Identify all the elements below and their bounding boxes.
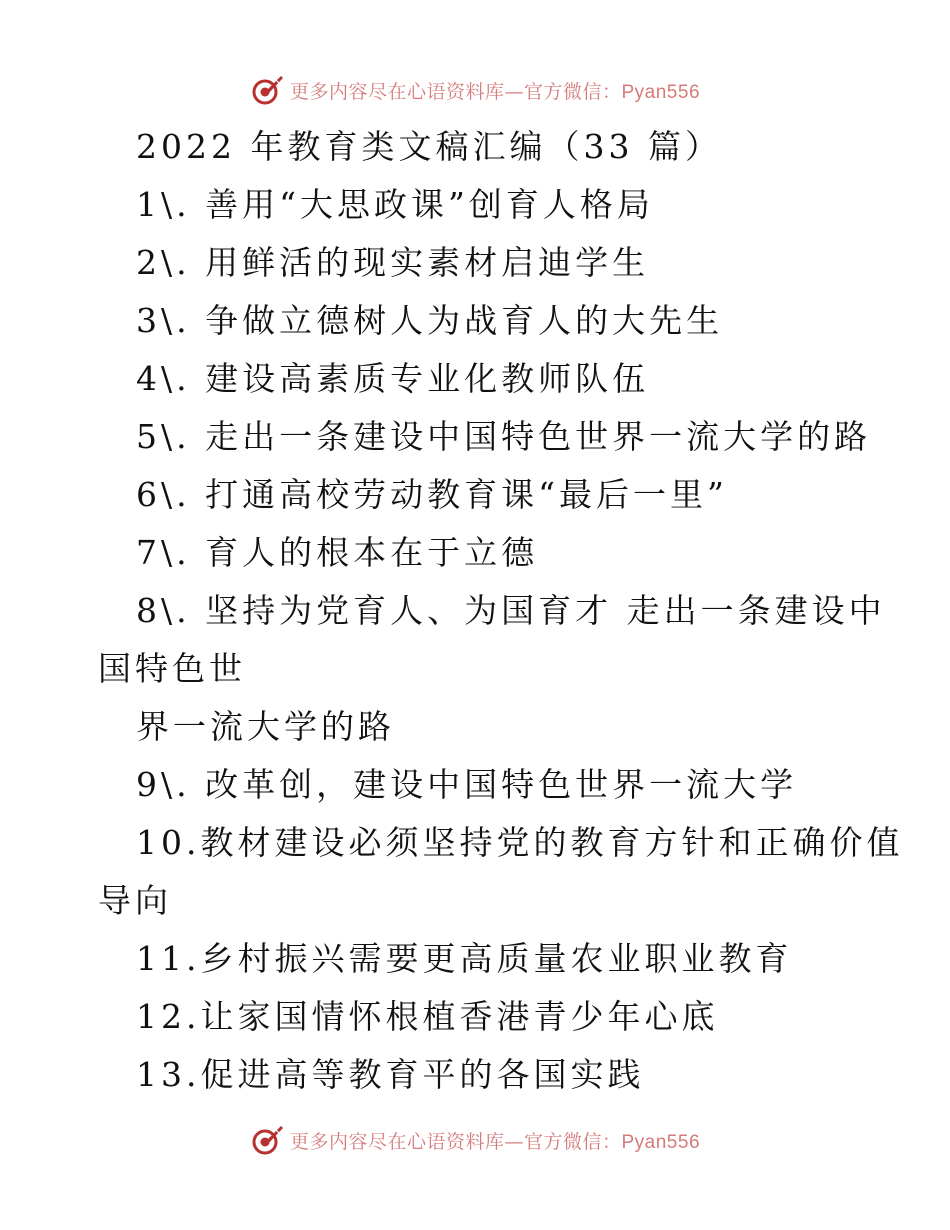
toc-line: 8\. 坚持为党育人、为国育才 走出一条建设中 bbox=[136, 591, 886, 630]
watermark-wechat-handle: Pyan556 bbox=[621, 81, 701, 103]
toc-line: 5\. 走出一条建设中国特色世界一流大学的路 bbox=[136, 417, 872, 456]
quill-logo-icon bbox=[250, 73, 284, 107]
watermark-wechat-handle: Pyan556 bbox=[621, 1131, 701, 1153]
toc-line-continuation: 界一流大学的路 bbox=[136, 707, 395, 746]
watermark-separator: — bbox=[504, 80, 524, 103]
toc-line: 6\. 打通高校劳动教育课“最后一里” bbox=[136, 475, 728, 514]
toc-line-continuation: 国特色世 bbox=[98, 649, 246, 688]
toc-line: 7\. 育人的根本在于立德 bbox=[136, 533, 539, 572]
toc-line: 12.让家国情怀根植香港青少年心底 bbox=[136, 997, 719, 1036]
toc-line-continuation: 导向 bbox=[98, 881, 172, 920]
header-watermark bbox=[0, 70, 950, 110]
toc-line: 11.乡村振兴需要更高质量农业职业教育 bbox=[136, 939, 793, 978]
toc-line: 10.教材建设必须坚持党的教育方针和正确价值 bbox=[136, 823, 904, 862]
document-body bbox=[98, 118, 904, 1104]
watermark-wechat-label: 官方微信： bbox=[523, 80, 622, 103]
watermark-site-name: 更多内容尽在心语资料库 bbox=[289, 1130, 505, 1153]
watermark-separator: — bbox=[504, 1130, 524, 1153]
toc-line: 9\. 改革创，建设中国特色世界一流大学 bbox=[136, 765, 798, 804]
toc-line: 13.促进高等教育平的各国实践 bbox=[136, 1055, 645, 1094]
watermark-text bbox=[290, 1127, 700, 1154]
document-title: 2022 年教育类文稿汇编（33 篇） bbox=[136, 127, 722, 166]
toc-line: 2\. 用鲜活的现实素材启迪学生 bbox=[136, 243, 650, 282]
watermark-wechat-label: 官方微信： bbox=[523, 1130, 622, 1153]
watermark-site-name: 更多内容尽在心语资料库 bbox=[289, 80, 505, 103]
quill-logo-icon bbox=[250, 1123, 284, 1157]
toc-line: 3\. 争做立德树人为战育人的大先生 bbox=[136, 301, 724, 340]
footer-watermark bbox=[0, 1120, 950, 1160]
toc-line: 1\. 善用“大思政课”创育人格局 bbox=[136, 185, 654, 224]
toc-line: 4\. 建设高素质专业化教师队伍 bbox=[136, 359, 650, 398]
watermark-text bbox=[290, 77, 700, 104]
